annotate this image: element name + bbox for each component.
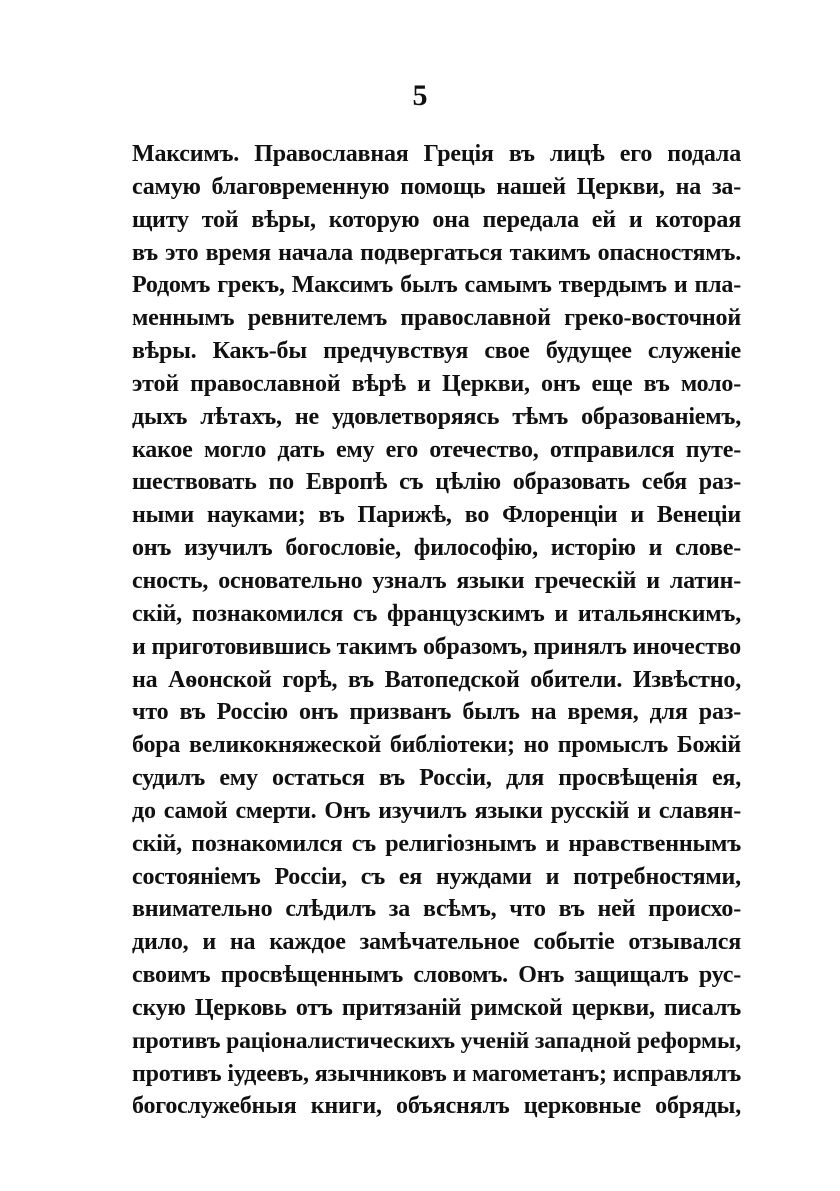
text-line: скiй, познакомился съ французскимъ и итальянскимъ,: [132, 600, 741, 627]
text-line: скую Церковь отъ притязанiй римской церкви, писалъ: [132, 994, 741, 1021]
text-line: и приготовившись такимъ образомъ, принялъ иночество: [132, 633, 741, 660]
text-line: что въ Россiю онъ призванъ былъ на время, для раз-: [132, 699, 741, 726]
text-line: ными науками; въ Парижѣ, во Флоренцiи и Венецiи: [132, 502, 741, 529]
text-line: противъ рацiоналистическихъ ученiй западной реформы,: [132, 1027, 741, 1054]
body-text: [132, 138, 741, 1123]
text-line: противъ iудеевъ, язычниковъ и магометанъ; исправлялъ: [132, 1060, 741, 1087]
text-line: до самой смерти. Онъ изучилъ языки русскiй и славян-: [132, 797, 741, 824]
text-line: состоянiемъ Россiи, съ ея нуждами и потребностями,: [132, 863, 741, 890]
text-line: скiй, познакомился съ религiознымъ и нравственнымъ: [132, 830, 741, 857]
text-line: какое могло дать ему его отечество, отправился путе-: [132, 436, 741, 463]
text-line: меннымъ ревнителемъ православной греко-восточной: [132, 305, 741, 332]
text-line: сность, основательно узналъ языки греческiй и латин-: [132, 567, 741, 594]
text-line: этой православной вѣрѣ и Церкви, онъ еще въ моло-: [132, 370, 741, 397]
text-line: щиту той вѣры, которую она передала ей и которая: [132, 206, 741, 233]
text-line: судилъ ему остаться въ Россiи, для просвѣщенiя ея,: [132, 765, 741, 792]
text-line: онъ изучилъ богословiе, философiю, исторiю и слове-: [132, 535, 741, 562]
text-line: своимъ просвѣщеннымъ словомъ. Онъ защищалъ рус-: [132, 962, 741, 989]
text-line: бора великокняжеской библiотеки; но промыслъ Божiй: [132, 732, 741, 759]
text-line: Максимъ. Православная Грецiя въ лицѣ его подала: [132, 141, 741, 167]
text-line: на Аѳонской горѣ, въ Ватопедской обители. Извѣстно,: [132, 666, 741, 693]
text-line: дыхъ лѣтахъ, не удовлетворяясь тѣмъ образованiемъ,: [132, 403, 741, 430]
text-line: внимательно слѣдилъ за всѣмъ, что въ ней происхо-: [132, 896, 741, 923]
page-number: 5: [412, 79, 428, 112]
text-line: богослужебныя книги, объяснялъ церковные обряды,: [132, 1093, 741, 1120]
text-line: самую благовременную помощь нашей Церкви, на за-: [132, 173, 741, 200]
text-line: вѣры. Какъ-бы предчувствуя свое будущее служенiе: [132, 338, 741, 365]
text-line: въ это время начала подвергаться такимъ опасностямъ.: [132, 239, 741, 266]
text-line: дило, и на каждое замѣчательное событiе отзывался: [132, 929, 741, 956]
text-line: шествовать по Европѣ съ цѣлiю образовать себя раз-: [132, 469, 741, 496]
text-line: Родомъ грекъ, Максимъ былъ самымъ твердымъ и пла-: [132, 272, 741, 299]
